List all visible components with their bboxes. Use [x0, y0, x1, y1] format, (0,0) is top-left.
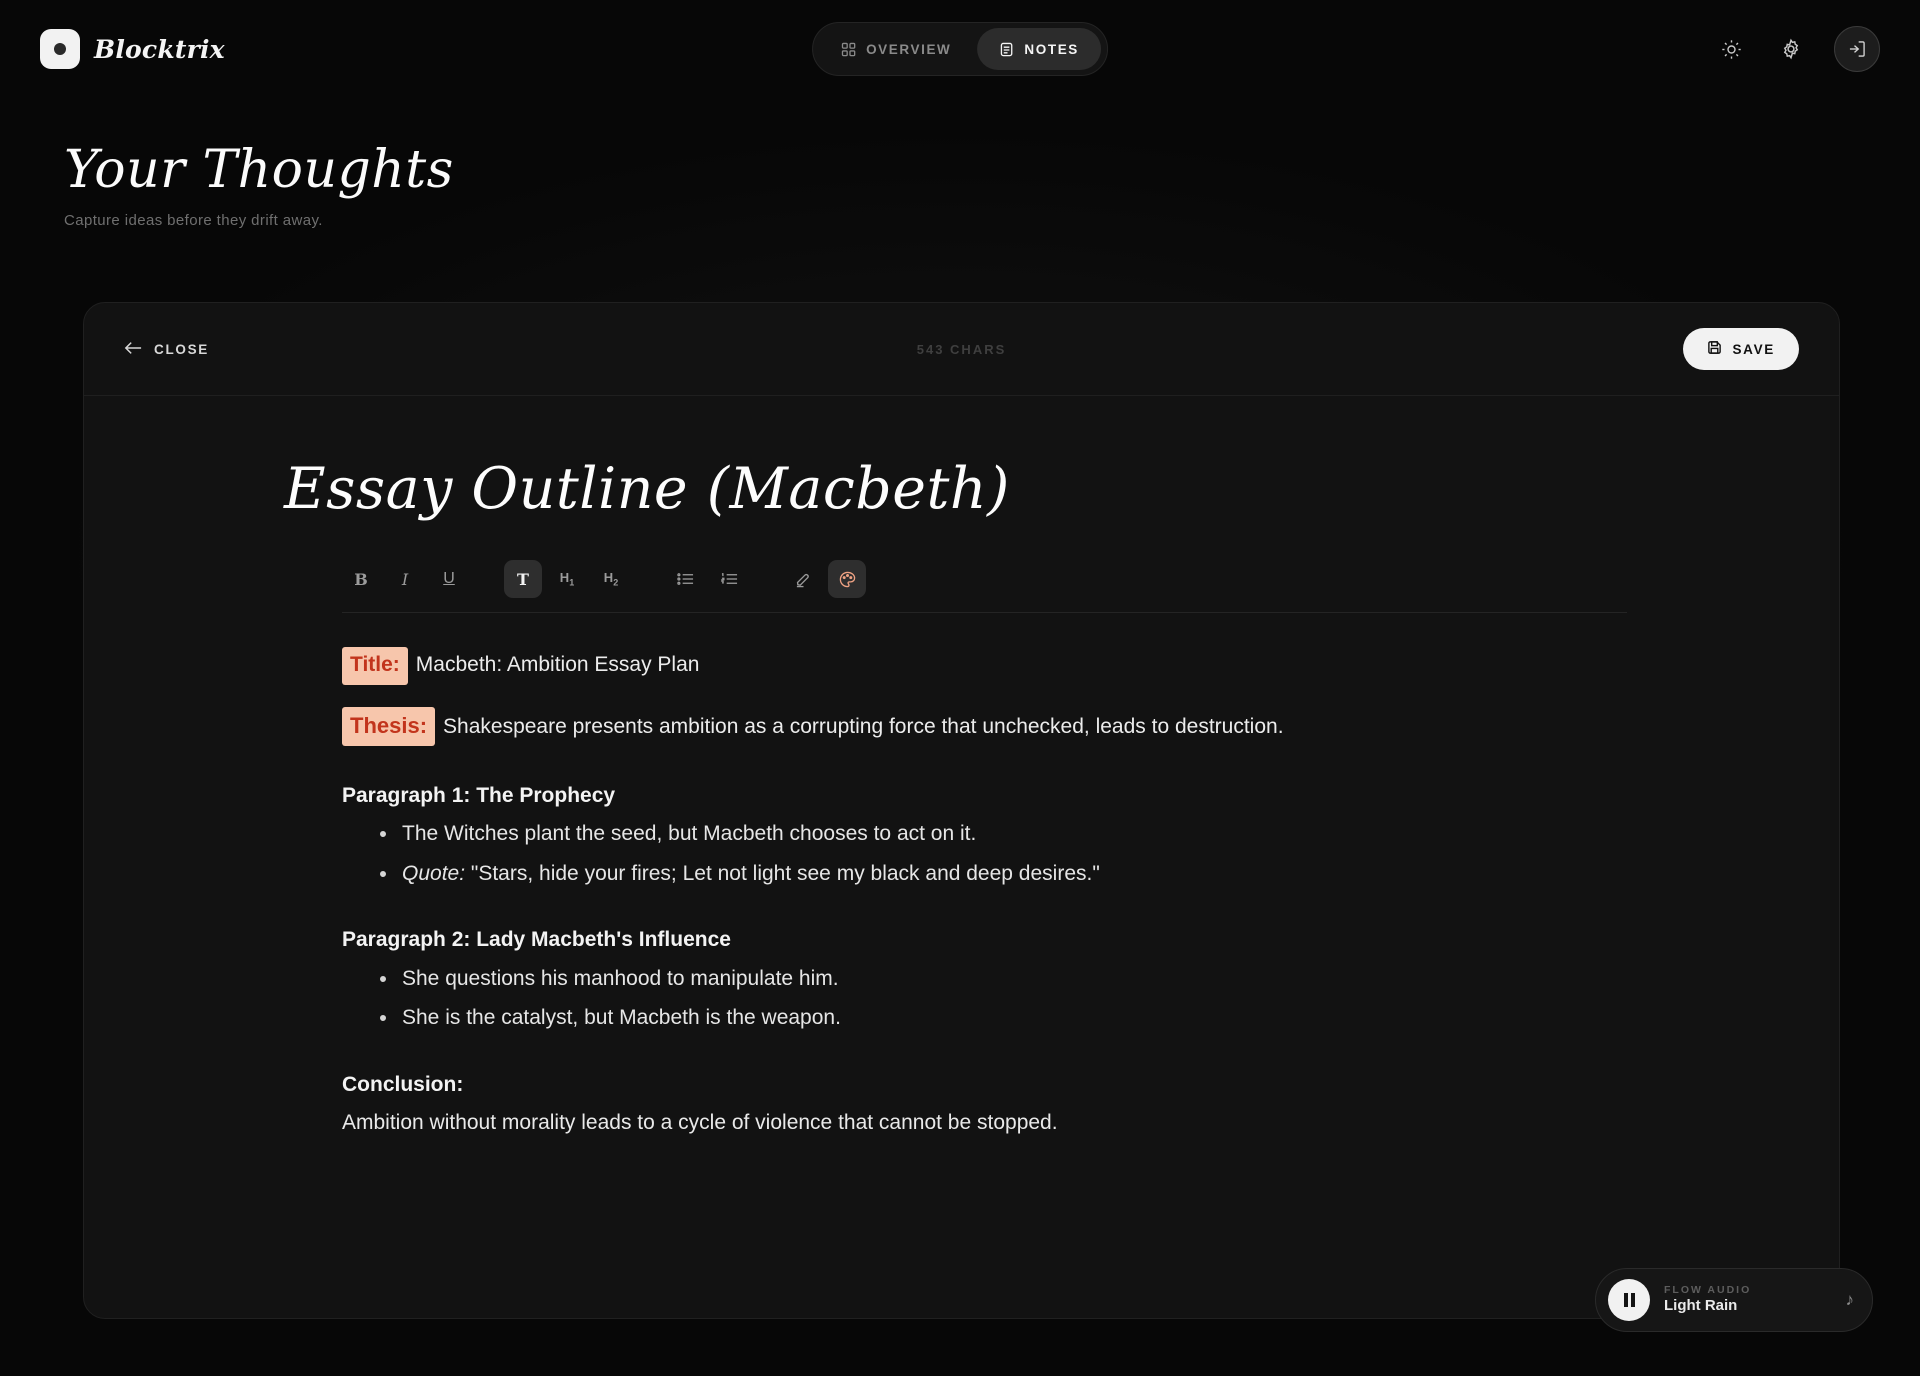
save-disk-icon — [1707, 340, 1722, 358]
page-subtitle: Capture ideas before they drift away. — [64, 212, 323, 229]
highlighter-button[interactable] — [784, 560, 822, 598]
bold-button[interactable]: B — [354, 569, 368, 589]
nav-item-overview-label: OVERVIEW — [866, 41, 952, 57]
title-line — [342, 647, 1627, 685]
bullet-text: She is the catalyst, but Macbeth is the weapon. — [402, 1006, 841, 1030]
close-button[interactable] — [124, 340, 209, 359]
bullet-text: "Stars, hide your fires; Let not light see my black and deep desires." — [470, 861, 1100, 885]
close-button-label: CLOSE — [154, 341, 210, 357]
main-nav — [812, 22, 1108, 76]
audio-track-title: Light Rain — [1664, 1297, 1738, 1315]
underline-button[interactable]: U — [443, 570, 455, 587]
title-tag: Title: — [342, 647, 408, 685]
color-palette-button[interactable] — [828, 560, 866, 598]
section-1-bullets — [380, 818, 1627, 890]
heading-1-button[interactable]: $H_1$ — [559, 570, 575, 588]
nav-item-overview[interactable] — [819, 28, 973, 70]
music-note-icon[interactable]: ♪ — [1845, 1290, 1854, 1309]
conclusion-text: Ambition without morality leads to a cycle of violence that cannot be stopped. — [342, 1111, 1058, 1135]
note-body — [84, 396, 1839, 1140]
square-dot-logo-icon — [40, 29, 80, 69]
quote-label: Quote: — [402, 861, 466, 885]
save-button[interactable] — [1683, 328, 1799, 370]
char-count: 543 CHARS — [916, 341, 1007, 357]
section-2-bullets — [380, 963, 1627, 1035]
note-title[interactable]: Essay Outline (Macbeth) — [284, 456, 1010, 522]
conclusion-heading: Conclusion: — [342, 1072, 464, 1096]
list-item — [380, 1002, 1627, 1035]
text-style-button[interactable]: T — [504, 560, 542, 598]
gear-icon[interactable] — [1774, 32, 1808, 66]
audio-meta — [1664, 1284, 1751, 1316]
section-heading-2: Paragraph 2: Lady Macbeth's Influence — [342, 928, 731, 952]
list-item — [380, 818, 1627, 851]
top-bar-actions — [1714, 26, 1880, 72]
editor-toolbar-header — [84, 303, 1839, 396]
brand[interactable] — [40, 29, 225, 69]
note-content[interactable] — [342, 647, 1627, 1140]
section-heading-1: Paragraph 1: The Prophecy — [342, 783, 616, 807]
thesis-text: Shakespeare presents ambition as a corrupting force that unchecked, leads to destruction. — [443, 714, 1284, 738]
brand-name: Blocktrix — [94, 34, 225, 64]
nav-item-notes-label: NOTES — [1024, 41, 1079, 57]
logout-icon[interactable] — [1834, 26, 1880, 72]
nav-item-notes[interactable] — [977, 28, 1101, 70]
note-icon — [999, 42, 1014, 57]
italic-button[interactable]: I — [401, 569, 409, 589]
top-bar — [0, 0, 1920, 98]
grid-icon — [841, 42, 856, 57]
bullet-text: She questions his manhood to manipulate him. — [402, 966, 839, 990]
format-toolbar — [342, 560, 1627, 613]
heading-2-button[interactable]: $H_2$ — [603, 570, 619, 588]
list-item — [380, 963, 1627, 996]
pause-icon[interactable] — [1608, 1279, 1650, 1321]
note-editor-card — [83, 302, 1840, 1319]
thesis-line — [342, 707, 1627, 746]
audio-kicker: FLOW AUDIO — [1664, 1284, 1752, 1297]
thesis-tag: Thesis: — [342, 707, 435, 746]
bullet-text: The Witches plant the seed, but Macbeth chooses to act on it. — [402, 822, 977, 846]
bullet-list-button[interactable] — [666, 560, 704, 598]
sun-icon[interactable] — [1714, 32, 1748, 66]
page-header — [64, 140, 454, 229]
page-title: Your Thoughts — [64, 140, 454, 200]
title-text: Macbeth: Ambition Essay Plan — [415, 653, 700, 676]
audio-player-widget — [1595, 1268, 1873, 1332]
save-button-label: SAVE — [1732, 341, 1775, 357]
numbered-list-button[interactable] — [710, 560, 748, 598]
arrow-left-icon — [124, 340, 142, 359]
list-item — [380, 858, 1627, 891]
